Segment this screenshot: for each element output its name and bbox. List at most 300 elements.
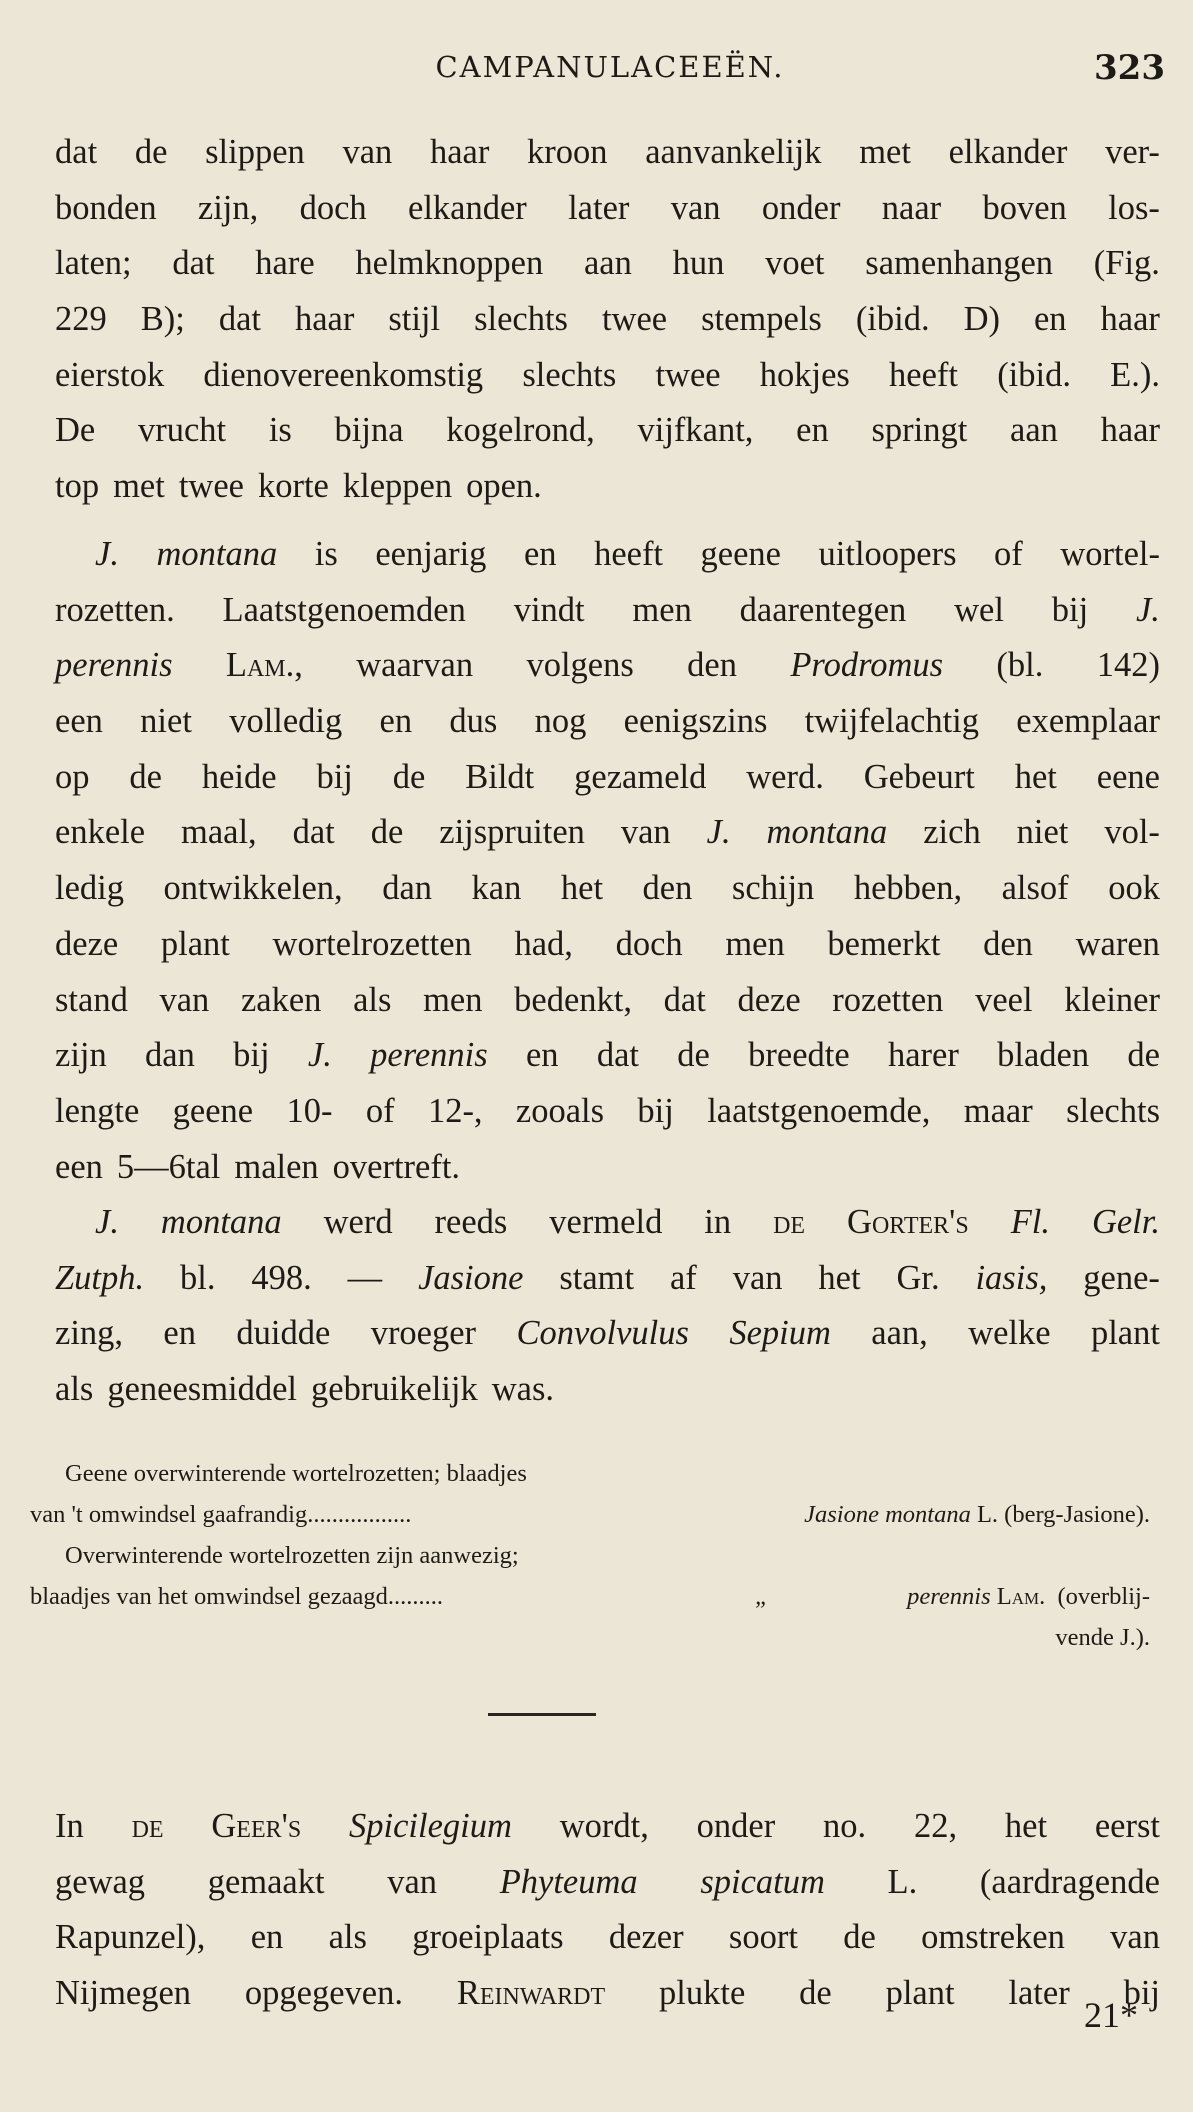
- word: dat: [596, 1036, 639, 1075]
- word: omstreken: [921, 1918, 1065, 1957]
- key-text: Geene overwinterende wortelrozetten; blaadjes: [65, 1460, 527, 1487]
- word: daarentegen: [739, 590, 907, 629]
- word: maal,: [180, 813, 257, 852]
- word: kleppen: [342, 467, 453, 506]
- text-line: [55, 1195, 1160, 1251]
- word: 22,: [913, 1807, 958, 1845]
- word: los-: [1108, 188, 1160, 227]
- key-row: [30, 1453, 1150, 1494]
- word: lengte: [55, 1091, 140, 1130]
- word: laten;: [55, 244, 132, 283]
- word: bij: [1123, 1974, 1160, 2013]
- word: rozetten: [832, 980, 944, 1019]
- word: eenigszins: [623, 702, 768, 741]
- word: den: [642, 869, 693, 908]
- word: dat: [292, 813, 335, 852]
- word: kan: [471, 869, 522, 908]
- author-name: Gorter's: [847, 1203, 969, 1241]
- word: haar: [429, 133, 490, 171]
- word: vijfkant,: [637, 411, 754, 450]
- word: van: [732, 1258, 783, 1297]
- word: niet: [1016, 813, 1069, 852]
- word: het: [818, 1258, 861, 1297]
- word: zaken: [240, 980, 322, 1019]
- word: bonden: [55, 188, 157, 227]
- word: gebruikelijk: [311, 1370, 478, 1409]
- word: duidde: [236, 1314, 331, 1353]
- word: of: [365, 1091, 395, 1130]
- word: van: [159, 980, 210, 1019]
- word: wortelrozetten: [272, 924, 472, 963]
- word: als: [353, 980, 392, 1019]
- word: plant: [1090, 1314, 1160, 1353]
- key-text: Overwinterende wortelrozetten zijn aanwezig;: [65, 1542, 519, 1569]
- word: perennis: [55, 646, 173, 685]
- word: deze: [737, 980, 801, 1019]
- word: had,: [514, 924, 573, 963]
- word: slechts: [474, 300, 568, 339]
- word: samenhangen: [865, 244, 1054, 283]
- author-name: Geer's: [211, 1807, 302, 1845]
- word: zijn: [55, 1036, 107, 1075]
- word: de: [1127, 1036, 1160, 1075]
- word: 12-,: [427, 1091, 483, 1130]
- word: J.: [307, 1036, 332, 1075]
- word: slippen: [205, 133, 305, 171]
- word: stijl: [388, 300, 441, 339]
- word: waren: [1075, 924, 1160, 963]
- word: het: [1004, 1807, 1048, 1845]
- word: veel: [975, 980, 1033, 1019]
- word: en: [163, 1314, 196, 1353]
- word: en: [379, 702, 413, 741]
- word: haar: [1100, 300, 1160, 339]
- word: heeft: [889, 355, 958, 394]
- word: B);: [140, 300, 185, 339]
- word: twijfelachtig: [804, 702, 980, 741]
- word: montana: [156, 535, 278, 573]
- text-line: [55, 1084, 1160, 1140]
- word: Spicilegium: [349, 1807, 512, 1845]
- word: plant: [885, 1974, 955, 2013]
- word: men: [423, 980, 483, 1019]
- word: aan,: [871, 1314, 928, 1353]
- key-result: [804, 1494, 1150, 1535]
- word: eerst: [1094, 1807, 1160, 1845]
- word: nog: [534, 702, 587, 741]
- text-line: [55, 292, 1160, 348]
- word: als: [328, 1918, 367, 1957]
- key-row: [30, 1617, 1150, 1658]
- word: doch: [299, 188, 367, 227]
- word: hebben,: [853, 869, 963, 908]
- word: doch: [615, 924, 683, 963]
- word: eenjarig: [375, 535, 487, 573]
- word: zijspruiten: [439, 813, 585, 852]
- word: iasis,: [975, 1258, 1048, 1297]
- text-line: [55, 1140, 1160, 1196]
- common-name: vende J.).: [1055, 1624, 1150, 1651]
- word: wortel-: [1060, 535, 1160, 573]
- text-line: [55, 1306, 1160, 1362]
- text-line: [55, 973, 1160, 1029]
- word: 498.: [251, 1258, 312, 1297]
- word: het: [1014, 757, 1057, 796]
- paragraph-2: [55, 527, 1160, 1195]
- word: vrucht: [137, 411, 227, 450]
- word: hare: [255, 244, 315, 283]
- word: dat: [172, 244, 215, 283]
- text-line: [55, 1362, 1160, 1418]
- word: af: [669, 1258, 697, 1297]
- word: soort: [728, 1918, 798, 1957]
- word: van: [387, 1862, 438, 1901]
- word: Fl.: [1010, 1203, 1050, 1241]
- word: werd: [323, 1203, 393, 1241]
- word: of: [994, 535, 1023, 573]
- word: plant: [160, 924, 230, 963]
- word: J.: [95, 535, 119, 573]
- word: boven: [982, 188, 1067, 227]
- word: ook: [1108, 869, 1160, 908]
- running-header: [55, 44, 1165, 94]
- key-result: [907, 1576, 1150, 1617]
- word: geneesmiddel: [107, 1370, 298, 1409]
- word: den: [687, 646, 737, 685]
- word: uitloopers: [818, 535, 957, 573]
- word: enkele: [55, 813, 146, 852]
- word: geene: [700, 535, 781, 573]
- word: van: [1110, 1918, 1160, 1957]
- word: en: [523, 535, 557, 573]
- text-line: [55, 181, 1160, 237]
- word: vindt: [513, 590, 585, 629]
- author-name: Lam.: [996, 1583, 1046, 1610]
- word: bedenkt,: [514, 980, 632, 1019]
- word: een: [55, 1147, 103, 1186]
- text-line: [55, 750, 1160, 806]
- key-row: [30, 1494, 1150, 1535]
- word: dezer: [608, 1918, 684, 1957]
- key-row: [30, 1535, 1150, 1576]
- word: twee: [178, 467, 244, 506]
- word: 10-: [286, 1091, 333, 1130]
- word: Zutph.: [55, 1258, 145, 1297]
- word: ver-: [1105, 133, 1160, 171]
- word: bij: [1051, 590, 1089, 629]
- key-text: van 't omwindsel gaafrandig.................: [30, 1501, 412, 1528]
- word: exemplaar: [1016, 702, 1160, 741]
- word: onder: [696, 1807, 776, 1845]
- ditto-mark: „: [755, 1583, 769, 1610]
- word: hun: [672, 244, 725, 283]
- word: opgegeven.: [244, 1974, 403, 2013]
- word: dus: [449, 702, 498, 741]
- author-name: de: [131, 1807, 164, 1845]
- text-line: [55, 694, 1160, 750]
- word: korte: [257, 467, 329, 506]
- word: haar: [294, 300, 355, 339]
- paragraph-1: [55, 125, 1160, 515]
- word: De: [55, 411, 96, 450]
- word: Jasione: [418, 1258, 524, 1297]
- text-line: [55, 805, 1160, 861]
- word: stand: [55, 980, 128, 1019]
- word: groeiplaats: [412, 1918, 564, 1957]
- author-name: Reinwardt: [456, 1974, 606, 2013]
- word: (ibid.: [855, 300, 930, 339]
- word: kleiner: [1064, 980, 1160, 1019]
- word: was.: [491, 1370, 555, 1409]
- word: wel: [954, 590, 1004, 629]
- word: Sepium: [729, 1314, 831, 1353]
- text-line: [55, 527, 1160, 583]
- word: J.: [95, 1203, 119, 1241]
- word: gezameld: [574, 757, 707, 796]
- word: Prodromus: [790, 646, 944, 685]
- word: dan: [145, 1036, 195, 1075]
- signature-mark: 21*: [1084, 1995, 1138, 2035]
- text-line: [55, 236, 1160, 292]
- word: (Fig.: [1093, 244, 1160, 283]
- word: ontwikkelen,: [163, 869, 343, 908]
- word: waarvan: [356, 646, 474, 685]
- word: stempels: [701, 300, 822, 339]
- word: volgens: [526, 646, 634, 685]
- word: dat: [663, 980, 706, 1019]
- section-divider: [488, 1713, 596, 1716]
- word: (ibid.: [997, 355, 1071, 394]
- word: eierstok: [55, 355, 165, 394]
- word: slechts: [522, 355, 617, 394]
- text-line: [55, 1855, 1160, 1911]
- word: slechts: [1066, 1091, 1160, 1130]
- word: vermeld: [549, 1203, 663, 1241]
- word: later: [568, 188, 630, 227]
- word: 229: [55, 300, 107, 339]
- word: breedte: [748, 1036, 850, 1075]
- word: helmknoppen: [355, 244, 544, 283]
- word: vroeger: [370, 1314, 477, 1353]
- word: eene: [1096, 757, 1160, 796]
- word: werd.: [746, 757, 824, 796]
- word: laatstgenoemde,: [707, 1091, 931, 1130]
- word: zijn,: [197, 188, 259, 227]
- word: malen: [234, 1147, 319, 1186]
- text-line: [55, 917, 1160, 973]
- word: J.: [1135, 590, 1160, 629]
- word: haar: [1100, 411, 1160, 450]
- word: met: [859, 133, 911, 171]
- word: geene: [172, 1091, 254, 1130]
- word: als: [55, 1370, 94, 1409]
- word: de: [392, 757, 426, 796]
- word: stamt: [559, 1258, 635, 1297]
- word: ledig: [55, 869, 124, 908]
- word: springt: [871, 411, 968, 450]
- word: een: [55, 702, 103, 741]
- text-line: [55, 1910, 1160, 1966]
- word: montana: [160, 1203, 282, 1241]
- word: onder: [761, 188, 841, 227]
- word: (aardragende: [979, 1862, 1160, 1901]
- word: heide: [201, 757, 277, 796]
- word: overtreft.: [332, 1147, 461, 1186]
- word: J.: [706, 813, 731, 852]
- text-line: [55, 861, 1160, 917]
- word: voet: [765, 244, 825, 283]
- page-number: 323: [1094, 48, 1165, 88]
- key-text: blaadjes van het omwindsel gezaagd.........: [30, 1583, 443, 1610]
- word: en: [1033, 300, 1067, 339]
- text-line: [55, 403, 1160, 459]
- word: bl.: [180, 1258, 216, 1297]
- word: men: [632, 590, 692, 629]
- word: twee: [601, 300, 668, 339]
- word: Rapunzel),: [55, 1918, 206, 1957]
- word: E.).: [1110, 355, 1160, 394]
- word: plukte: [659, 1974, 746, 2013]
- word: en: [796, 411, 829, 450]
- word: in: [704, 1203, 732, 1241]
- word: de: [799, 1974, 832, 2013]
- common-name: (overblij-: [1057, 1583, 1150, 1610]
- word: maar: [963, 1091, 1033, 1130]
- text-line: [55, 1251, 1160, 1307]
- word: elkander: [948, 133, 1068, 171]
- word: en: [525, 1036, 559, 1075]
- word: kroon: [527, 133, 608, 171]
- text-line: [55, 348, 1160, 404]
- word: van: [670, 188, 721, 227]
- word: bijna: [334, 411, 404, 450]
- word: welke: [968, 1314, 1051, 1353]
- text-line: [55, 1799, 1160, 1855]
- paragraph-4: [55, 1799, 1160, 2022]
- text-line: [55, 1966, 1160, 2022]
- word: bij: [233, 1036, 270, 1075]
- word: zich: [923, 813, 981, 852]
- word: elkander: [408, 188, 527, 227]
- word: het: [560, 869, 604, 908]
- word: vol-: [1104, 813, 1160, 852]
- word: Gelr.: [1091, 1203, 1160, 1241]
- text-line: [55, 459, 1160, 515]
- word: Bildt: [465, 757, 535, 796]
- word: de: [134, 133, 168, 171]
- word: dan: [382, 869, 433, 908]
- species-name: perennis: [907, 1583, 991, 1610]
- word: is: [314, 535, 338, 573]
- word: niet: [140, 702, 192, 741]
- word: harer: [887, 1036, 959, 1075]
- word: van: [342, 133, 393, 171]
- word: bij: [316, 757, 353, 796]
- word: de: [370, 813, 404, 852]
- text-line: [55, 583, 1160, 639]
- word: spicatum: [700, 1862, 825, 1901]
- text-line: [55, 638, 1160, 694]
- word: L.: [887, 1862, 918, 1901]
- word: kogelrond,: [446, 411, 595, 450]
- word: In: [55, 1807, 84, 1845]
- word: van: [620, 813, 671, 852]
- key-row: [30, 1576, 1150, 1617]
- word: alsof: [1001, 869, 1069, 908]
- word: top: [55, 467, 100, 506]
- word: open.: [466, 467, 542, 506]
- word: (bl.: [996, 646, 1044, 685]
- word: naar: [881, 188, 942, 227]
- word: no.: [823, 1807, 867, 1845]
- word: op: [55, 757, 90, 796]
- word: de: [677, 1036, 710, 1075]
- word: Gebeurt: [863, 757, 975, 796]
- paragraph-3: [55, 1195, 1160, 1418]
- word: en: [250, 1918, 284, 1957]
- word: de: [843, 1918, 876, 1957]
- word: de: [129, 757, 162, 796]
- text-line: [55, 125, 1160, 181]
- word: heeft: [594, 535, 664, 573]
- word: aan: [583, 244, 632, 283]
- word: den: [983, 924, 1033, 963]
- word: is: [268, 411, 292, 450]
- word: montana: [766, 813, 888, 852]
- word: gene-: [1083, 1258, 1160, 1297]
- word: deze: [55, 924, 119, 963]
- word: zooals: [515, 1091, 605, 1130]
- word: D): [963, 300, 1000, 339]
- word: bladen: [997, 1036, 1090, 1075]
- author-name: de: [773, 1203, 806, 1241]
- word: Laatstgenoemden: [222, 590, 466, 629]
- word: dienovereenkomstig: [203, 355, 484, 394]
- word: perennis: [370, 1036, 488, 1075]
- word: Gr.: [896, 1258, 940, 1297]
- word: aan: [1010, 411, 1058, 450]
- word: 5—6tal: [116, 1147, 221, 1186]
- word: zing,: [55, 1314, 124, 1353]
- word: Convolvulus: [516, 1314, 689, 1353]
- word: met: [113, 467, 165, 506]
- word: gemaakt: [207, 1862, 325, 1901]
- word: volledig: [229, 702, 343, 741]
- word: schijn: [731, 869, 815, 908]
- identification-key: [30, 1453, 1150, 1658]
- word: bij: [637, 1091, 674, 1130]
- word: wordt,: [559, 1807, 649, 1845]
- species-name: Jasione montana: [804, 1501, 971, 1528]
- word: 142): [1096, 646, 1160, 685]
- word: dat: [55, 133, 98, 171]
- chapter-title: CAMPANULACEEËN.: [435, 50, 785, 84]
- word: hokjes: [759, 355, 850, 394]
- word: Phyteuma: [499, 1862, 638, 1901]
- author-name: Lam.,: [225, 646, 303, 685]
- word: men: [725, 924, 785, 963]
- text-line: [55, 1028, 1160, 1084]
- word: gewag: [55, 1862, 146, 1901]
- word: twee: [655, 355, 721, 394]
- author-and-common-name: L. (berg-Jasione).: [970, 1501, 1150, 1528]
- word: reeds: [434, 1203, 508, 1241]
- word: later: [1008, 1974, 1070, 2013]
- word: rozetten.: [55, 590, 175, 629]
- word: —: [347, 1258, 383, 1297]
- word: bemerkt: [827, 924, 941, 963]
- word: aanvankelijk: [645, 133, 822, 171]
